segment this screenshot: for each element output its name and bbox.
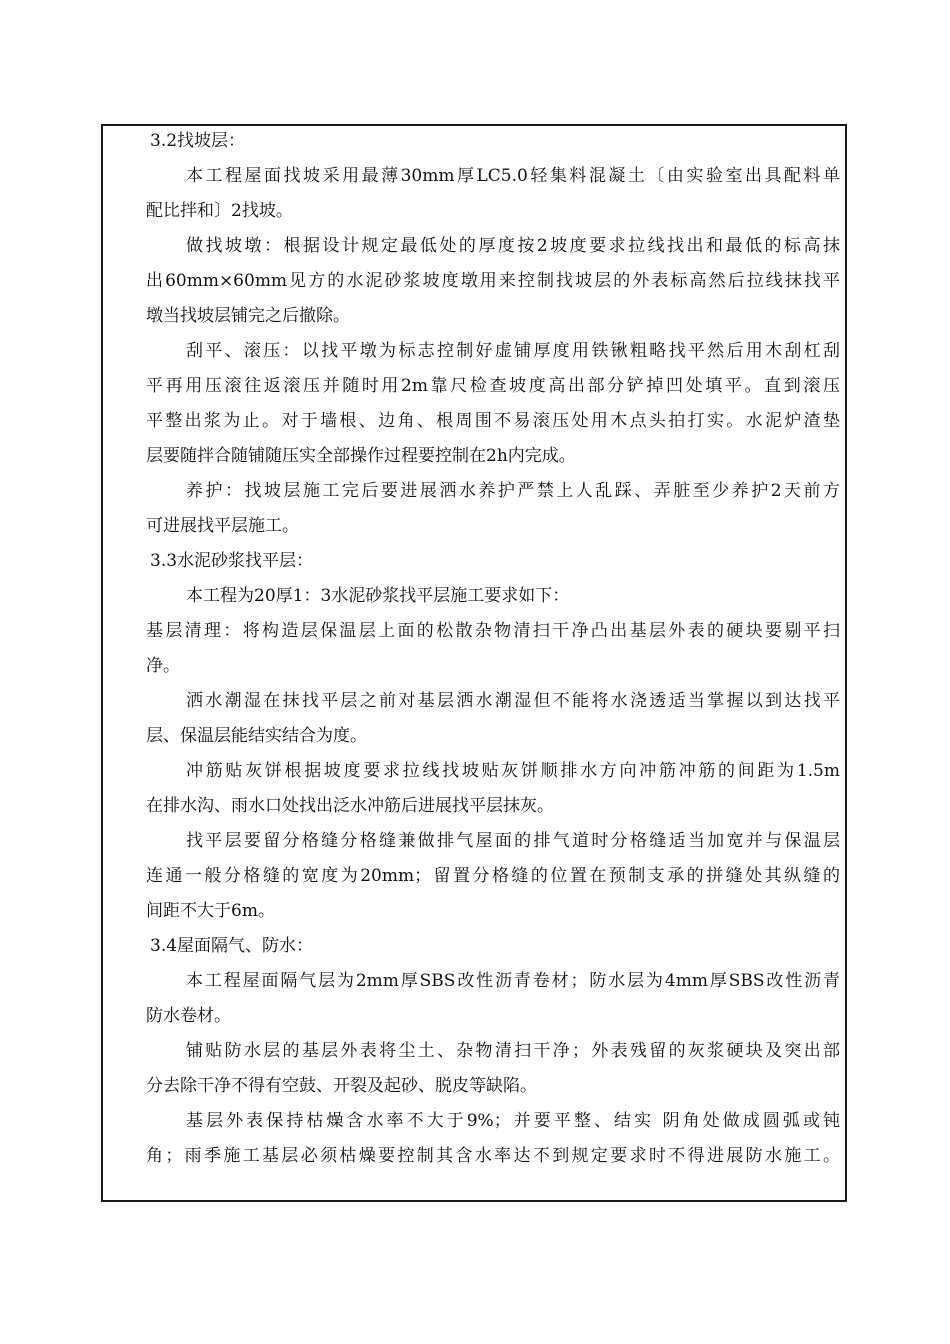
text-line: 层要随拌合随铺随压实全部操作过程要控制在2h内完成。: [146, 446, 576, 466]
text-line: 配比拌和〕2找坡。: [146, 201, 293, 221]
text-line: 防水卷材。: [146, 1006, 231, 1026]
text-line: 3.4屋面隔气、防水：: [150, 936, 314, 956]
text-line: 养护：找坡层施工完后要进展洒水养护严禁上人乱踩、弄脏至少养护2天前方: [186, 481, 840, 501]
text-line: 本工程屋面找坡采用最薄30mm厚LC5.0轻集料混凝土〔由实验室出具配料单: [186, 166, 840, 186]
text-line: 层、保温层能结实结合为度。: [146, 726, 367, 746]
text-line: 3.3水泥砂浆找平层：: [150, 551, 314, 571]
text-line: 平整出浆为止。对于墙根、边角、根周围不易滚压处用木点头拍打实。水泥炉渣垫: [146, 411, 840, 431]
text-line: 冲筋贴灰饼根据坡度要求拉线找坡贴灰饼顺排水方向冲筋冲筋的间距为1.5m: [186, 761, 840, 781]
text-line: 可进展找平层施工。: [146, 516, 299, 536]
text-line: 铺贴防水层的基层外表将尘土、杂物清扫干净；外表残留的灰浆硬块及突出部: [186, 1041, 840, 1061]
text-line: 净。: [146, 656, 180, 676]
text-line: 在排水沟、雨水口处找出泛水冲筋后进展找平层抹灰。: [146, 796, 554, 816]
text-line: 连通一般分格缝的宽度为20mm；留置分格缝的位置在预制支承的拼缝处其纵缝的: [146, 866, 840, 886]
text-line: 分去除干净不得有空鼓、开裂及起砂、脱皮等缺陷。: [146, 1076, 537, 1096]
text-line: 找平层要留分格缝分格缝兼做排气屋面的排气道时分格缝适当加宽并与保温层: [186, 831, 840, 851]
text-line: 本工程屋面隔气层为2mm厚SBS改性沥青卷材；防水层为4mm厚SBS改性沥青: [186, 971, 840, 991]
text-line: 墩当找坡层铺完之后撤除。: [146, 306, 350, 326]
text-line: 间距不大于6m。: [146, 901, 275, 921]
text-line: 本工程为20厚1：3水泥砂浆找平层施工要求如下：: [186, 586, 570, 606]
text-line: 刮平、滚压：以找平墩为标志控制好虚铺厚度用铁锹粗略找平然后用木刮杠刮: [186, 341, 840, 361]
text-line: 基层外表保持枯燥含水率不大于9%；并要平整、结实 阴角处做成圆弧或钝: [186, 1111, 840, 1131]
text-line: 做找坡墩：根据设计规定最低处的厚度按2坡度要求拉线找出和最低的标高抹: [186, 236, 840, 256]
text-line: 洒水潮湿在抹找平层之前对基层洒水潮湿但不能将水浇透适当掌握以到达找平: [186, 691, 840, 711]
text-line: 基层清理：将构造层保温层上面的松散杂物清扫干净凸出基层外表的硬块要剔平扫: [146, 621, 840, 641]
text-line: 平再用压滚往返滚压并随时用2m靠尺检查坡度高出部分铲掉凹处填平。直到滚压: [146, 376, 840, 396]
text-line: 出60mm×60mm见方的水泥砂浆坡度墩用来控制找坡层的外表标高然后拉线抹找平: [146, 271, 840, 291]
document-body: [146, 124, 840, 1174]
text-line: 角；雨季施工基层必须枯燥要控制其含水率达不到规定要求时不得进展防水施工。: [146, 1146, 840, 1166]
text-line: 3.2找坡层：: [150, 131, 246, 151]
